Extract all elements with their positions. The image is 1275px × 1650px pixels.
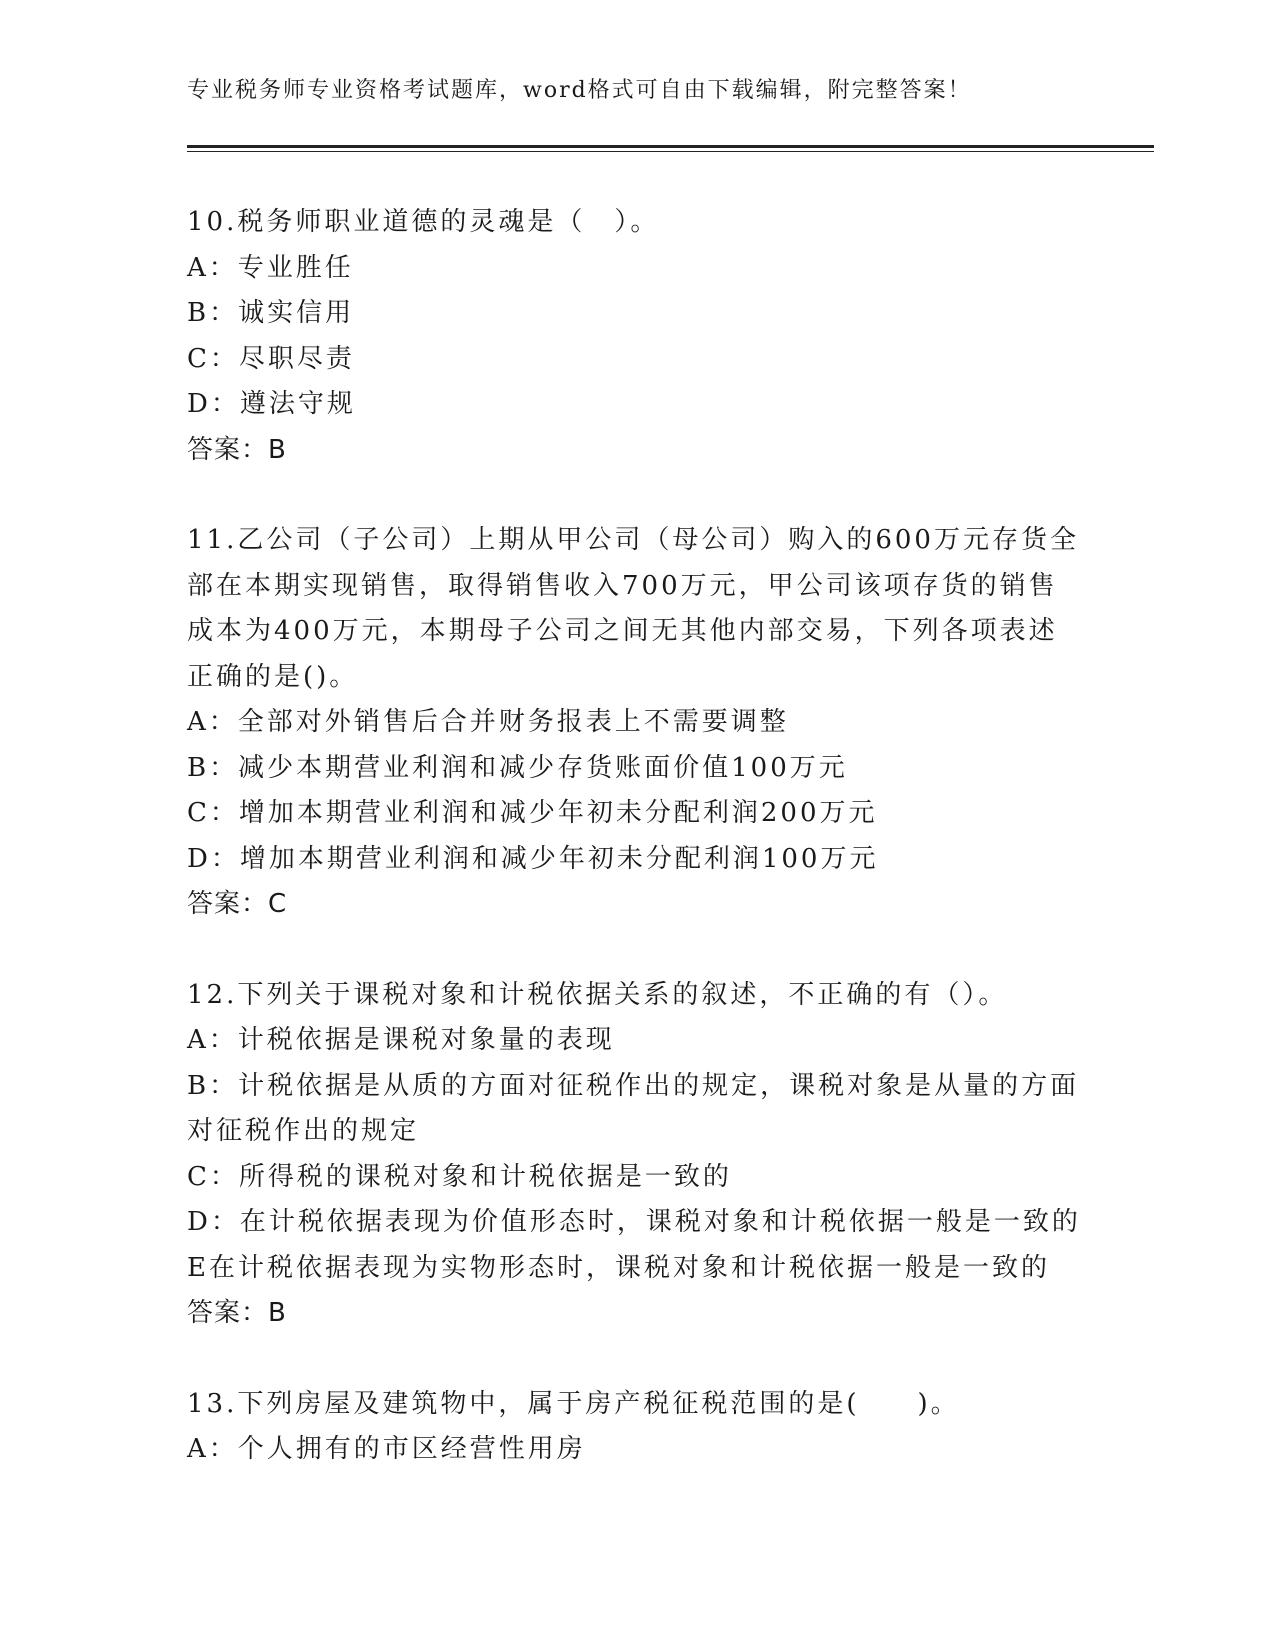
question-stem: 正确的是()。: [187, 661, 359, 692]
question-stem: 12.下列关于课税对象和计税依据关系的叙述，不正确的有（）。: [187, 979, 1008, 1010]
question-11: [187, 518, 1087, 928]
option-c: C：增加本期营业利润和减少年初未分配利润200万元: [187, 798, 878, 828]
option-a: A：专业胜任: [187, 252, 354, 283]
question-list: [187, 200, 1087, 1518]
option-e: E在计税依据表现为实物形态时，课税对象和计税依据一般是一致的: [187, 1252, 1050, 1283]
option-a: A：全部对外销售后合并财务报表上不需要调整: [187, 707, 789, 737]
header-rule-thick: [187, 145, 1154, 148]
option-a: A：计税依据是课税对象量的表现: [187, 1025, 615, 1055]
option-b: B：诚实信用: [187, 298, 355, 328]
question-12: [187, 973, 1087, 1337]
question-stem: 11.乙公司（子公司）上期从甲公司（母公司）购入的600万元存货全: [187, 525, 1079, 555]
answer-label: 答案：B: [187, 434, 287, 465]
option-d: D：在计税依据表现为价值形态时，课税对象和计税依据一般是一致的: [187, 1207, 1081, 1237]
option-c: C：所得税的课税对象和计税依据是一致的: [187, 1161, 732, 1192]
question-10: [187, 200, 1087, 473]
header-rule-thin: [187, 151, 1154, 152]
question-stem: 成本为400万元，本期母子公司之间无其他内部交易，下列各项表述: [187, 616, 1058, 646]
answer-label: 答案：C: [187, 889, 288, 919]
option-d: D：遵法守规: [187, 389, 356, 419]
option-d: D：增加本期营业利润和减少年初未分配利润100万元: [187, 843, 879, 874]
question-13: [187, 1382, 1087, 1473]
option-a: A：个人拥有的市区经营性用房: [187, 1434, 586, 1464]
page-header: 专业税务师专业资格考试题库，word格式可自由下载编辑，附完整答案！: [187, 78, 972, 103]
question-stem: 13.下列房屋及建筑物中，属于房产税征税范围的是( )。: [187, 1388, 960, 1419]
answer-label: 答案：B: [187, 1298, 287, 1328]
option-b: B：减少本期营业利润和减少存货账面价值100万元: [187, 752, 848, 783]
question-stem: 10.税务师职业道德的灵魂是（ ）。: [187, 207, 660, 237]
option-c: C：尽职尽责: [187, 343, 355, 374]
question-stem: 部在本期实现销售，取得销售收入700万元，甲公司该项存货的销售: [187, 570, 1058, 601]
option-b: B：计税依据是从质的方面对征税作出的规定，课税对象是从量的方面: [187, 1070, 1080, 1101]
option-b-continued: 对征税作出的规定: [187, 1116, 420, 1146]
